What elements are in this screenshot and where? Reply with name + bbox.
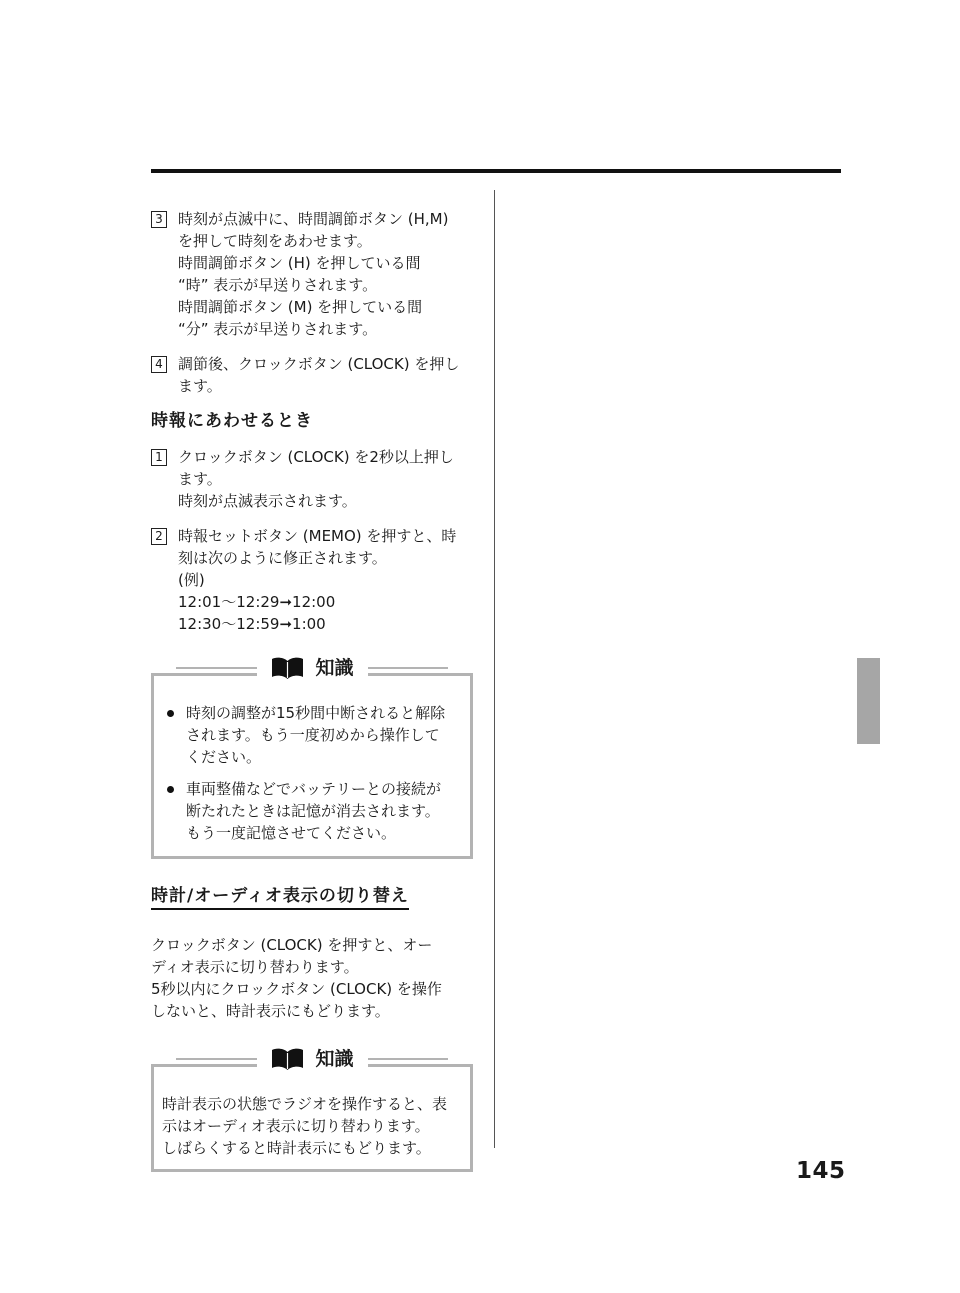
note-title (176, 654, 448, 682)
step-2 (151, 525, 473, 635)
note-bullet (162, 702, 464, 768)
note-title (176, 1045, 448, 1073)
left-column (151, 208, 473, 1172)
note-text: 時計表示の状態でラジオを操作すると、表 (162, 1095, 448, 1113)
step-number: 1 (151, 449, 167, 466)
step-text: ます。 (178, 470, 222, 488)
note-label: 知識 (315, 1048, 354, 1070)
bullet-text: ください。 (186, 748, 262, 766)
paragraph-line: ディオ表示に切り替わります。 (151, 958, 359, 976)
note-label: 知識 (315, 657, 354, 679)
step-text: 12:01〜12:29➞12:00 (178, 593, 336, 611)
bullet-text: もう一度記憶させてください。 (186, 824, 397, 842)
bullet-dot (167, 786, 174, 793)
bullet-text: されます。もう一度初めから操作して (186, 726, 440, 744)
step-text: “時” 表示が早送りされます。 (178, 276, 378, 294)
step-text: 調節後、クロックボタン (CLOCK) を押し (178, 355, 460, 373)
step-text: 時間調節ボタン (H) を押している間 (178, 254, 421, 272)
step-text: を押して時刻をあわせます。 (178, 232, 372, 250)
step-1 (151, 446, 473, 512)
step-4 (151, 353, 473, 397)
paragraph-line: 5秒以内にクロックボタン (CLOCK) を操作 (151, 980, 442, 998)
knowledge-note-2 (151, 1048, 473, 1172)
bullet-dot (167, 710, 174, 717)
bullet-text: 時刻の調整が15秒間中断されると解除 (186, 704, 446, 722)
top-rule (151, 169, 841, 173)
note-text: 示はオーディオ表示に切り替わります。 (162, 1117, 430, 1135)
step-number: 2 (151, 528, 167, 545)
note-title-rule (368, 1058, 449, 1060)
paragraph-line: クロックボタン (CLOCK) を押すと、オー (151, 936, 433, 954)
note-title-rule (368, 667, 449, 669)
step-text: ます。 (178, 377, 222, 395)
column-divider (494, 190, 495, 1148)
note-text: しばらくすると時計表示にもどります。 (162, 1139, 431, 1157)
step-text: 時間調節ボタン (M) を押している間 (178, 298, 423, 316)
bullet-text: 車両整備などでバッテリーとの接続が (186, 780, 442, 798)
knowledge-note-1 (151, 657, 473, 859)
step-text: 12:30〜12:59➞1:00 (178, 615, 326, 633)
note-title-rule (176, 667, 257, 669)
book-icon (271, 656, 304, 680)
section-tab (857, 658, 880, 744)
step-text: 刻は次のように修正されます。 (178, 549, 387, 567)
step-number: 4 (151, 356, 167, 373)
page-number: 145 (796, 1158, 846, 1184)
switch-paragraph (151, 934, 473, 1022)
section-heading-chime: 時報にあわせるとき (151, 411, 313, 431)
step-number: 3 (151, 211, 167, 228)
bullet-text: 断たれたときは記憶が消去されます。 (186, 802, 440, 820)
step-text: 時刻が点滅中に、時間調節ボタン (H,M) (178, 210, 449, 228)
paragraph-line: しないと、時計表示にもどります。 (151, 1002, 390, 1020)
section-heading-switch: 時計/オーディオ表示の切り替え (151, 885, 409, 910)
step-text: クロックボタン (CLOCK) を2秒以上押し (178, 448, 454, 466)
note-bullet (162, 778, 464, 844)
step-text: 時刻が点滅表示されます。 (178, 492, 357, 510)
step-text: “分” 表示が早送りされます。 (178, 320, 378, 338)
step-3 (151, 208, 473, 340)
step-text: (例) (178, 571, 205, 589)
note-title-rule (176, 1058, 257, 1060)
book-icon (271, 1047, 304, 1071)
step-text: 時報セットボタン (MEMO) を押すと、時 (178, 527, 457, 545)
